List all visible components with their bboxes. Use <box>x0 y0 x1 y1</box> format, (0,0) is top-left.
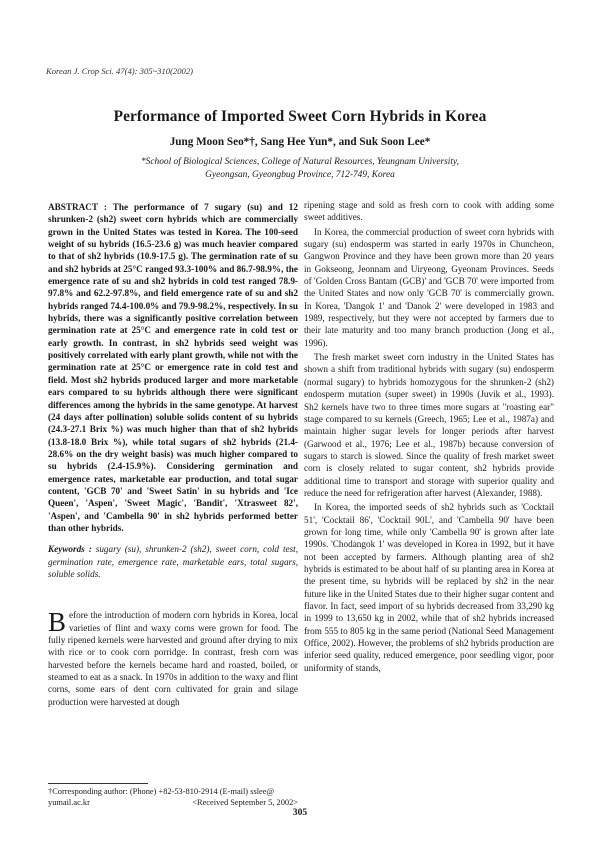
keywords-text: sugary (su), shrunken-2 (sh2), sweet corn, cold test, germination rate, emergence rate, marketable ears, total sugars, soluble solids. <box>48 544 299 579</box>
abstract <box>48 201 298 534</box>
footnote-email-tail: yumail.ac.kr <box>48 798 90 807</box>
paper-title: Performance of Imported Sweet Corn Hybrids in Korea <box>113 108 487 125</box>
keywords-label: Keywords : <box>48 544 92 555</box>
received-date: <Received September 5, 2002> <box>192 798 298 807</box>
footnote <box>48 786 298 808</box>
body-paragraph: In Korea, the commercial production of sweet corn hybrids with sugary (su) endosperm was started in early 1970s in Chuncheon, Gangwon Province and they have been grown more than 20 years in Gokseong, Jeonnam and Uiryeong, Gyeonam Provinces. Seeds of 'Golden Cross Bantam (GCB)' and 'GCB 70' were imported from the United States and now only 'GCB 70' is commercially grown. In Korea, 'Dangok 1' and 'Danok 2' were developed in 1983 and 1989, respectively, but they were not accepted by farmers due to their late maturity and too many branch production (Jong et al., 1996). <box>304 226 554 348</box>
affiliation-line-1: *School of Biological Sciences, College of Natural Resources, Yeungnam University, <box>140 157 459 167</box>
affiliation-line-2: Gyeongsan, Gyeongbug Province, 712-749, Korea <box>205 170 395 180</box>
footnote-corresponding: †Corresponding author: (Phone) +82-53-810-2914 (E-mail) sslee@ <box>48 787 275 796</box>
affiliation <box>0 156 600 182</box>
left-column <box>48 201 298 708</box>
abstract-text: The performance of 7 sugary (su) and 12 shrunken-2 (sh2) sweet corn hybrids which are commercially grown in the United States was tested in Korea. The 100-seed weight of su hybrids (16.5-23.6 g) was much heavier compared to that of sh2 hybrids (10.9-17.5 g). The germination rate of su and sh2 hybrids at 25°C ranged 93.3-100% and 86.7-98.9%, the emergence rate of su and sh2 hybrids in cold test ranged 78.9-97.8% and 62.2-97.8%, and field emergence rate of su and sh2 hybrids ranged 74.4-100.0% and 79.9-98.2%, respectively. In su hybrids, there was a significantly positive correlation between germination rate at 25°C and emergence rate in cold test or early growth. In contrast, in sh2 hybrids seed weight was positively correlated with early plant growth, while not with the germination rate at 25°C or emergence rate in cold test and field. Most sh2 hybrids produced larger and more marketable ears compared to su hybrids although there were significant differences among the hybrids in the same genotype. At harvest (24 days after pollination) soluble solids content of su hybrids (24.3-27.1 Brix %) was much higher than that of sh2 hybrids (13.8-18.0 Brix %), while total sugars of sh2 hybrids (21.4-28.6% on the dry weight basis) was much higher compared to su hybrids (2.4-15.9%). Considering germination and emergence rates, marketable ear production, and total sugar content, 'GCB 70' and 'Sweet Satin' in su hybrids and 'Ice Queen', 'Aspen', 'Sweet Magic', 'Bandit', 'Xtrasweet 82', 'Aspen', and 'Cambella 90' in sh2 hybrids performed better than other hybrids. <box>48 202 298 533</box>
introduction-paragraph <box>48 609 298 708</box>
abstract-label: ABSTRACT : <box>48 202 107 212</box>
introduction-text: efore the introduction of modern corn hybrids in Korea, local varieties of flint and waxy corns were grown for food. The fully ripened kernels were harvested and ground after drying to mix with rice or to cook corn porridge. In contrast, fresh corn was harvested before the kernels became hard and roasted, boiled, or steamed to eat as a snack. In 1970s in addition to the waxy and flint corns, some ears of dent corn cultivated for grain and silage production were harvested at dough <box>48 610 298 707</box>
body-paragraph: The fresh market sweet corn industry in the United States has shown a shift from traditional hybrids with sugary (su) endosperm (normal sugary) to hybrids homozygous for the shrunken-2 (sh2) endosperm mutation (super sweet) in 1990s (Juvik et al., 1993). Sh2 kernels have two to three times more sugars at "roasting ear" stage compared to su kernels (Greech, 1965; Lee et al., 1987a) and maintain higher sugar levels for longer periods after harvest (Garwood et al., 1976; Lee et al., 1987b) because conversion of sugars to starch is slowed. Since the quality of fresh market sweet corn is closely related to sugar content, sh2 hybrids provide additional time to transport and storage with superior quality and reduce the need for refrigeration after harvest (Alexander, 1988). <box>304 352 554 498</box>
author-list: Jung Moon Seo*†, Sang Hee Yun*, and Suk Soon Lee* <box>169 136 431 148</box>
footnote-rule <box>48 783 148 784</box>
keywords <box>48 543 298 580</box>
body-paragraph: In Korea, the imported seeds of sh2 hybrids such as 'Cocktail 51', 'Cocktail 86', 'Cocktail 90L', and 'Cambella 90' have been grown for long time, while only 'Cambella 90' is grown after late 1990s. 'Chodangok 1' was developed in Korea in 1992, but it have not been accepted by farmers. Although planting area of sh2 hybrids is estimated to be about half of su planting area in Korea at the present time, su hybrids will be replaced by sh2 in the near future like in the United States due to their higher sugar content and flavor. In fact, seed import of su hybrids decreased from 33,290 kg in 1999 to 13,650 kg in 2002, while that of sh2 hybrids increased from 555 to 805 kg in the same period (National Seed Management Office, 2002). However, the problems of sh2 hybrids production are inferior seed quality, reduced emergence, poor seedling vigor, poor uniformity of stands, <box>304 502 555 673</box>
journal-reference: Korean J. Crop Sci. 47(4): 305~310(2002) <box>46 66 193 76</box>
page-number: 305 <box>292 807 308 818</box>
body-paragraph: ripening stage and sold as fresh corn to cook with adding some sweet additives. <box>304 200 554 223</box>
drop-cap: B <box>48 607 67 638</box>
right-column <box>304 199 554 676</box>
